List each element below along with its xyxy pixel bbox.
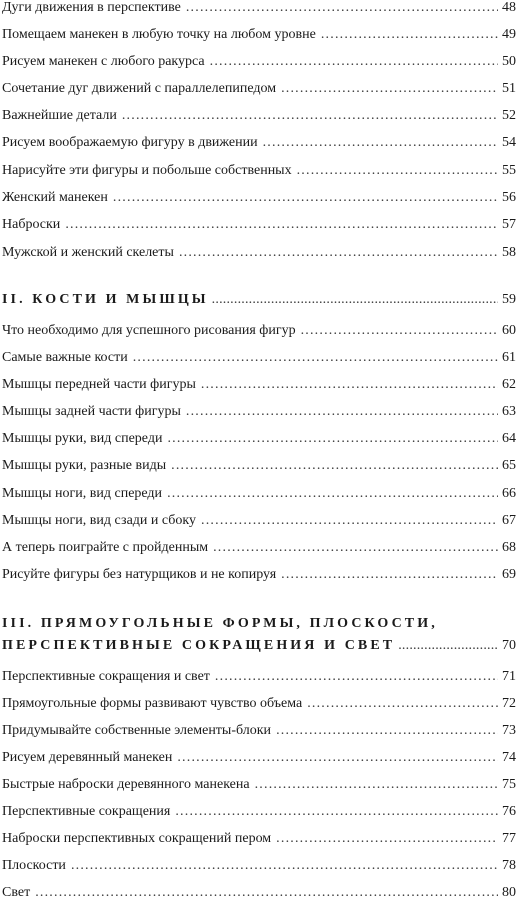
- toc-entry[interactable]: [2, 135, 516, 151]
- toc-entry-title: Важнейшие детали: [2, 108, 117, 123]
- toc-entry-title: Женский манекен: [2, 190, 108, 205]
- toc-leader-dots: [281, 567, 498, 583]
- toc-leader-dots: [35, 885, 498, 901]
- toc-entry-title: Наброски перспективных сокращений пером: [2, 831, 272, 846]
- toc-entry[interactable]: [2, 777, 516, 793]
- toc-leader-dots: [113, 190, 498, 206]
- toc-entry-page: 80: [502, 885, 516, 900]
- toc-entry-page: 48: [502, 0, 516, 15]
- toc-entry[interactable]: [2, 404, 516, 420]
- toc-entry-title: Самые важные кости: [2, 350, 128, 365]
- toc-entry-title: Перспективные сокращения: [2, 804, 171, 819]
- toc-entry-page: 77: [502, 831, 516, 846]
- toc-entry[interactable]: [2, 163, 516, 179]
- toc-entry[interactable]: [2, 54, 516, 70]
- toc-entry-page: 69: [502, 567, 516, 582]
- toc-leader-dots: [179, 245, 498, 261]
- toc-entry-page: 57: [502, 217, 516, 232]
- toc-entry[interactable]: [2, 323, 516, 339]
- toc-section-page: 59: [502, 292, 516, 307]
- toc-section-title-line2: ПЕРСПЕКТИВНЫЕ СОКРАЩЕНИЯ И СВЕТ: [2, 638, 396, 653]
- toc-leader-dots: [201, 513, 498, 529]
- toc-entry-page: 55: [502, 163, 516, 178]
- toc-entry-page: 52: [502, 108, 516, 123]
- toc-section-title: II. КОСТИ И МЫШЦЫ: [2, 292, 209, 307]
- toc-entry[interactable]: [2, 885, 516, 901]
- toc-entry-title: Мужской и женский скелеты: [2, 245, 174, 260]
- toc-entry[interactable]: [2, 804, 516, 820]
- toc-leader-dots: [255, 777, 498, 793]
- toc-entry[interactable]: [2, 486, 516, 502]
- toc-entry-page: 62: [502, 377, 516, 392]
- toc-entry-title: Мышцы руки, вид спереди: [2, 431, 163, 446]
- toc-leader-dots: [201, 377, 498, 393]
- toc-entry[interactable]: [2, 669, 516, 685]
- toc-entry[interactable]: [2, 723, 516, 739]
- toc-entry-page: 75: [502, 777, 516, 792]
- toc-entry-page: 51: [502, 81, 516, 96]
- toc-entry[interactable]: [2, 108, 516, 124]
- toc-entry-title: Мышцы передней части фигуры: [2, 377, 196, 392]
- toc-entry-title: А теперь поиграйте с пройденным: [2, 540, 209, 555]
- toc-entry-page: 67: [502, 513, 516, 528]
- toc-entry-title: Рисуйте фигуры без натурщиков и не копируя: [2, 567, 277, 582]
- toc-section-heading[interactable]: [2, 292, 516, 308]
- toc-entry[interactable]: [2, 458, 516, 474]
- toc-entry-page: 63: [502, 404, 516, 419]
- toc-leader-dots: [167, 431, 498, 447]
- toc-entry[interactable]: [2, 217, 516, 233]
- toc-entry-page: 72: [502, 696, 516, 711]
- toc-leader-dots: [276, 831, 498, 847]
- toc-leader-dots: [321, 27, 498, 43]
- toc-entry[interactable]: [2, 245, 516, 261]
- toc-leader-dots: [212, 292, 498, 308]
- toc-entry-title: Наброски: [2, 217, 61, 232]
- toc-leader-dots: [297, 163, 498, 179]
- toc-entry-title: Мышцы ноги, вид сзади и сбоку: [2, 513, 197, 528]
- toc-entry[interactable]: [2, 750, 516, 766]
- toc-entry-page: 56: [502, 190, 516, 205]
- toc-leader-dots: [186, 0, 498, 16]
- toc-entry-title: Рисуем деревянный манекен: [2, 750, 173, 765]
- toc-entry-page: 76: [502, 804, 516, 819]
- toc-entry-page: 71: [502, 669, 516, 684]
- toc-entry-page: 58: [502, 245, 516, 260]
- toc-leader-dots: [263, 135, 498, 151]
- toc-entry[interactable]: [2, 540, 516, 556]
- toc-entry-title: Быстрые наброски деревянного манекена: [2, 777, 250, 792]
- toc-leader-dots: [167, 486, 498, 502]
- toc-entry-title: Мышцы руки, разные виды: [2, 458, 167, 473]
- toc-entry-page: 65: [502, 458, 516, 473]
- toc-entry-title: Сочетание дуг движений с параллелепипедом: [2, 81, 277, 96]
- toc-entry-page: 74: [502, 750, 516, 765]
- toc-leader-dots: [307, 696, 498, 712]
- toc-entry-page: 68: [502, 540, 516, 555]
- toc-leader-dots: [215, 669, 498, 685]
- toc-entry[interactable]: [2, 567, 516, 583]
- toc-leader-dots: [71, 858, 498, 874]
- toc-entry-title: Рисуем манекен с любого ракурса: [2, 54, 205, 69]
- toc-entry[interactable]: [2, 858, 516, 874]
- toc-entry[interactable]: [2, 696, 516, 712]
- toc-entry-title: Рисуем воображаемую фигуру в движении: [2, 135, 258, 150]
- toc-entry-title: Дуги движения в перспективе: [2, 0, 181, 15]
- toc-entry-title: Мышцы ноги, вид спереди: [2, 486, 163, 501]
- toc-leader-dots: [398, 638, 498, 654]
- toc-leader-dots: [186, 404, 498, 420]
- toc-entry-title: Перспективные сокращения и свет: [2, 669, 210, 684]
- toc-leader-dots: [171, 458, 498, 474]
- toc-entry-page: 73: [502, 723, 516, 738]
- toc-section-page: 70: [502, 638, 516, 653]
- toc-section-heading[interactable]: [2, 638, 516, 654]
- toc-entry[interactable]: [2, 350, 516, 366]
- toc-entry-page: 50: [502, 54, 516, 69]
- toc-entry-title: Свет: [2, 885, 31, 900]
- toc-leader-dots: [175, 804, 498, 820]
- toc-leader-dots: [213, 540, 498, 556]
- toc-entry[interactable]: [2, 513, 516, 529]
- toc-leader-dots: [281, 81, 498, 97]
- toc-entry-page: 64: [502, 431, 516, 446]
- toc-entry-title: Помещаем манекен в любую точку на любом уровне: [2, 27, 316, 42]
- toc-leader-dots: [122, 108, 498, 124]
- toc-entry[interactable]: [2, 377, 516, 393]
- toc-entry[interactable]: [2, 0, 516, 16]
- toc-leader-dots: [210, 54, 498, 70]
- toc-entry-page: 49: [502, 27, 516, 42]
- toc-entry-title: Плоскости: [2, 858, 66, 873]
- toc-entry-title: Нарисуйте эти фигуры и побольше собственных: [2, 163, 292, 178]
- toc-entry-title: Прямоугольные формы развивают чувство объема: [2, 696, 303, 711]
- toc-entry-page: 78: [502, 858, 516, 873]
- toc-leader-dots: [133, 350, 498, 366]
- toc-leader-dots: [177, 750, 498, 766]
- toc-section-title-line1[interactable]: III. ПРЯМОУГОЛЬНЫЕ ФОРМЫ, ПЛОСКОСТИ,: [2, 616, 438, 631]
- toc-entry-title: Мышцы задней части фигуры: [2, 404, 181, 419]
- toc-entry-title: Что необходимо для успешного рисования фигур: [2, 323, 296, 338]
- toc-leader-dots: [276, 723, 498, 739]
- toc-entry-page: 66: [502, 486, 516, 501]
- toc-leader-dots: [65, 217, 498, 233]
- toc-entry[interactable]: [2, 431, 516, 447]
- toc-entry[interactable]: [2, 27, 516, 43]
- toc-leader-dots: [301, 323, 498, 339]
- toc-entry[interactable]: [2, 81, 516, 97]
- toc-entry[interactable]: [2, 831, 516, 847]
- toc-entry-page: 60: [502, 323, 516, 338]
- toc-entry-page: 61: [502, 350, 516, 365]
- toc-entry[interactable]: [2, 190, 516, 206]
- toc-entry-title: Придумывайте собственные элементы-блоки: [2, 723, 272, 738]
- toc-entry-page: 54: [502, 135, 516, 150]
